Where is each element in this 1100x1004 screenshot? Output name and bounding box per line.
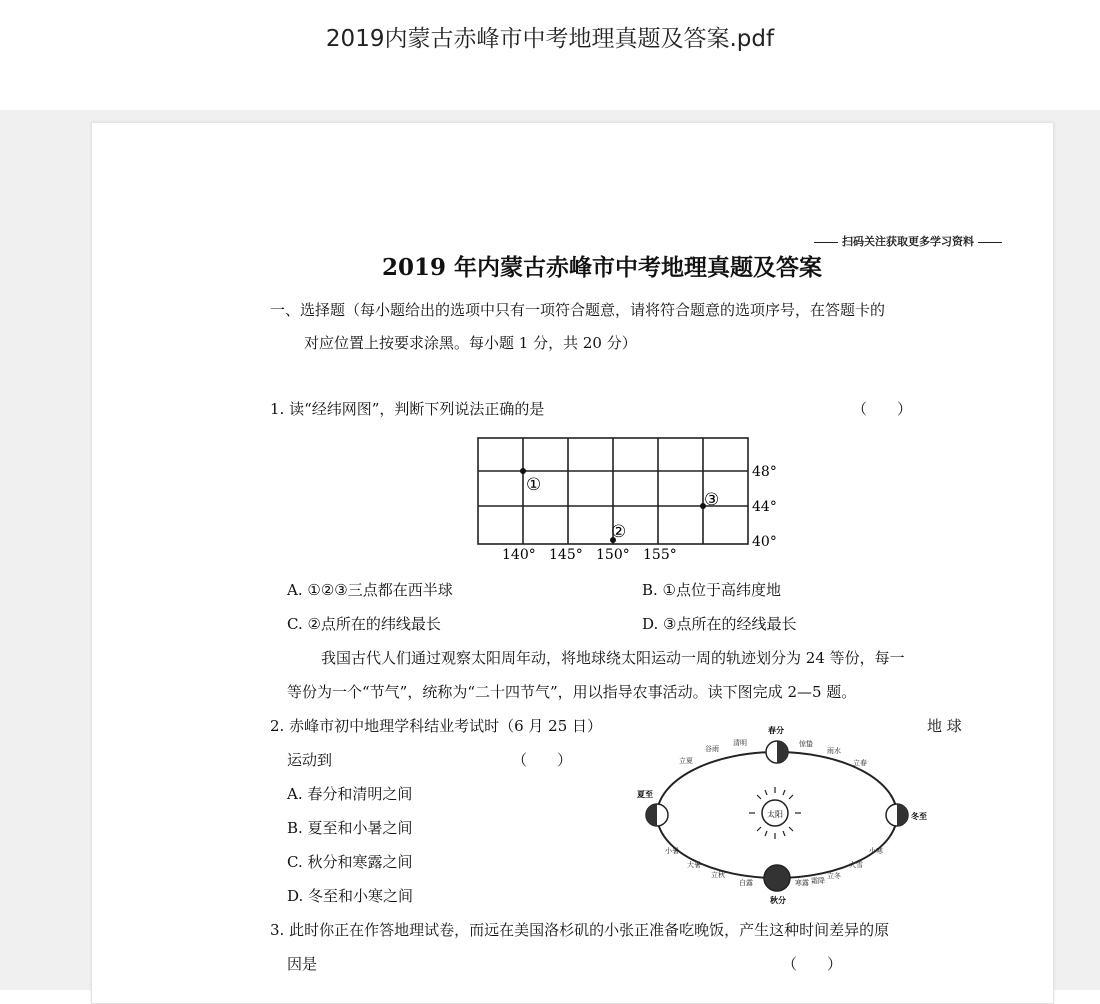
sun-label: 太阳 <box>767 810 783 819</box>
lon-label-140: 140° <box>502 547 536 563</box>
term-top-left-3: 清明 <box>733 739 747 747</box>
lon-label-150: 150° <box>596 547 630 563</box>
lon-label-155: 155° <box>643 547 677 563</box>
term-bottom-right-3: 立冬 <box>827 872 841 880</box>
term-bottom-right-2: 大雪 <box>849 861 863 869</box>
qr-note-text: 扫码关注获取更多学习资料 <box>842 235 974 248</box>
q3-line1: 3. 此时你正在作答地理试卷，而远在美国洛杉矶的小张正准备吃晚饭，产生这种时间差异的原 <box>270 921 890 939</box>
qr-note <box>810 233 1006 249</box>
q2-line2: 运动到 <box>287 751 333 769</box>
q1-option-c: C. ②点所在的纬线最长 <box>287 615 441 633</box>
lat-label-40: 40° <box>752 534 777 550</box>
term-bottom-mid-3: 霜降 <box>811 877 825 885</box>
qr-right-rule <box>978 242 1002 243</box>
q2-stem: 2. 赤峰市初中地理学科结业考试时（6 月 25 日） <box>270 717 603 735</box>
lat-label-48: 48° <box>752 464 777 480</box>
document-title: 2019内蒙古赤峰市中考地理真题及答案.pdf <box>325 26 775 52</box>
qr-left-rule <box>814 242 838 243</box>
term-top-right-1: 惊蛰 <box>799 740 813 748</box>
viewer-header <box>0 0 1100 110</box>
q3-answer-bracket: （ ） <box>782 955 843 973</box>
point-2-label: ② <box>611 522 627 542</box>
term-bottom-left-3: 立秋 <box>711 871 725 879</box>
earth-top-icon <box>766 741 788 763</box>
lat-long-grid-diagram <box>470 431 790 565</box>
orbit-right-label: 冬至 <box>911 812 927 821</box>
term-top-left-2: 谷雨 <box>705 745 719 753</box>
pdf-page <box>91 122 1054 1004</box>
earth-orbit-diagram <box>637 715 927 905</box>
lon-label-145: 145° <box>549 547 583 563</box>
term-bottom-left-1: 小暑 <box>665 847 679 855</box>
earth-right-icon <box>886 804 908 826</box>
q2-option-a: A. 春分和清明之间 <box>287 785 413 803</box>
passage-line2: 等份为一个“节气”，统称为“二十四节气”，用以指导农事活动。读下图完成 2—5 题。 <box>287 683 857 701</box>
term-top-right-2: 雨水 <box>827 747 841 755</box>
exam-title: 2019 年内蒙古赤峰市中考地理真题及答案 <box>382 254 823 281</box>
q2-option-d: D. 冬至和小寒之间 <box>287 887 414 905</box>
term-top-right-3: 立春 <box>853 759 867 767</box>
lat-label-44: 44° <box>752 499 777 515</box>
point-3-label: ③ <box>704 490 720 510</box>
orbit-left-label: 夏至 <box>637 790 653 799</box>
point-1-marker <box>520 468 526 474</box>
q1-answer-bracket: （ ） <box>852 400 913 418</box>
q1-option-a: A. ①②③三点都在西半球 <box>287 581 453 599</box>
orbit-bottom-label: 秋分 <box>770 896 786 905</box>
passage-line1: 我国古代人们通过观察太阳周年动，将地球绕太阳运动一周的轨迹划分为 24 等份，每一 <box>321 649 905 667</box>
term-bottom-left-2: 大暑 <box>687 861 701 869</box>
q2-option-b: B. 夏至和小暑之间 <box>287 819 413 837</box>
q2-option-c: C. 秋分和寒露之间 <box>287 853 413 871</box>
q2-stem-end: 地 球 <box>927 717 962 735</box>
q1-option-b: B. ①点位于高纬度地 <box>642 581 782 599</box>
orbit-top-label: 春分 <box>768 726 784 735</box>
q1-stem: 1. 读“经纬网图”，判断下列说法正确的是 <box>270 400 545 418</box>
section1-line1: 一、选择题（每小题给出的选项中只有一项符合题意，请将符合题意的选项序号，在答题卡的 <box>270 301 886 319</box>
term-bottom-mid-2: 寒露 <box>795 879 809 887</box>
earth-left-icon <box>646 804 668 826</box>
term-top-left-1: 立夏 <box>679 757 693 765</box>
point-1-label: ① <box>526 475 542 495</box>
earth-bottom-icon <box>764 865 790 891</box>
term-bottom-right-1: 小寒 <box>869 847 883 855</box>
section1-line2: 对应位置上按要求涂黑。每小题 1 分，共 20 分） <box>304 334 637 352</box>
q3-line2: 因是 <box>287 955 318 973</box>
term-bottom-mid-1: 白露 <box>739 879 753 887</box>
q1-option-d: D. ③点所在的经线最长 <box>642 615 797 633</box>
q2-answer-bracket: （ ） <box>512 751 573 769</box>
